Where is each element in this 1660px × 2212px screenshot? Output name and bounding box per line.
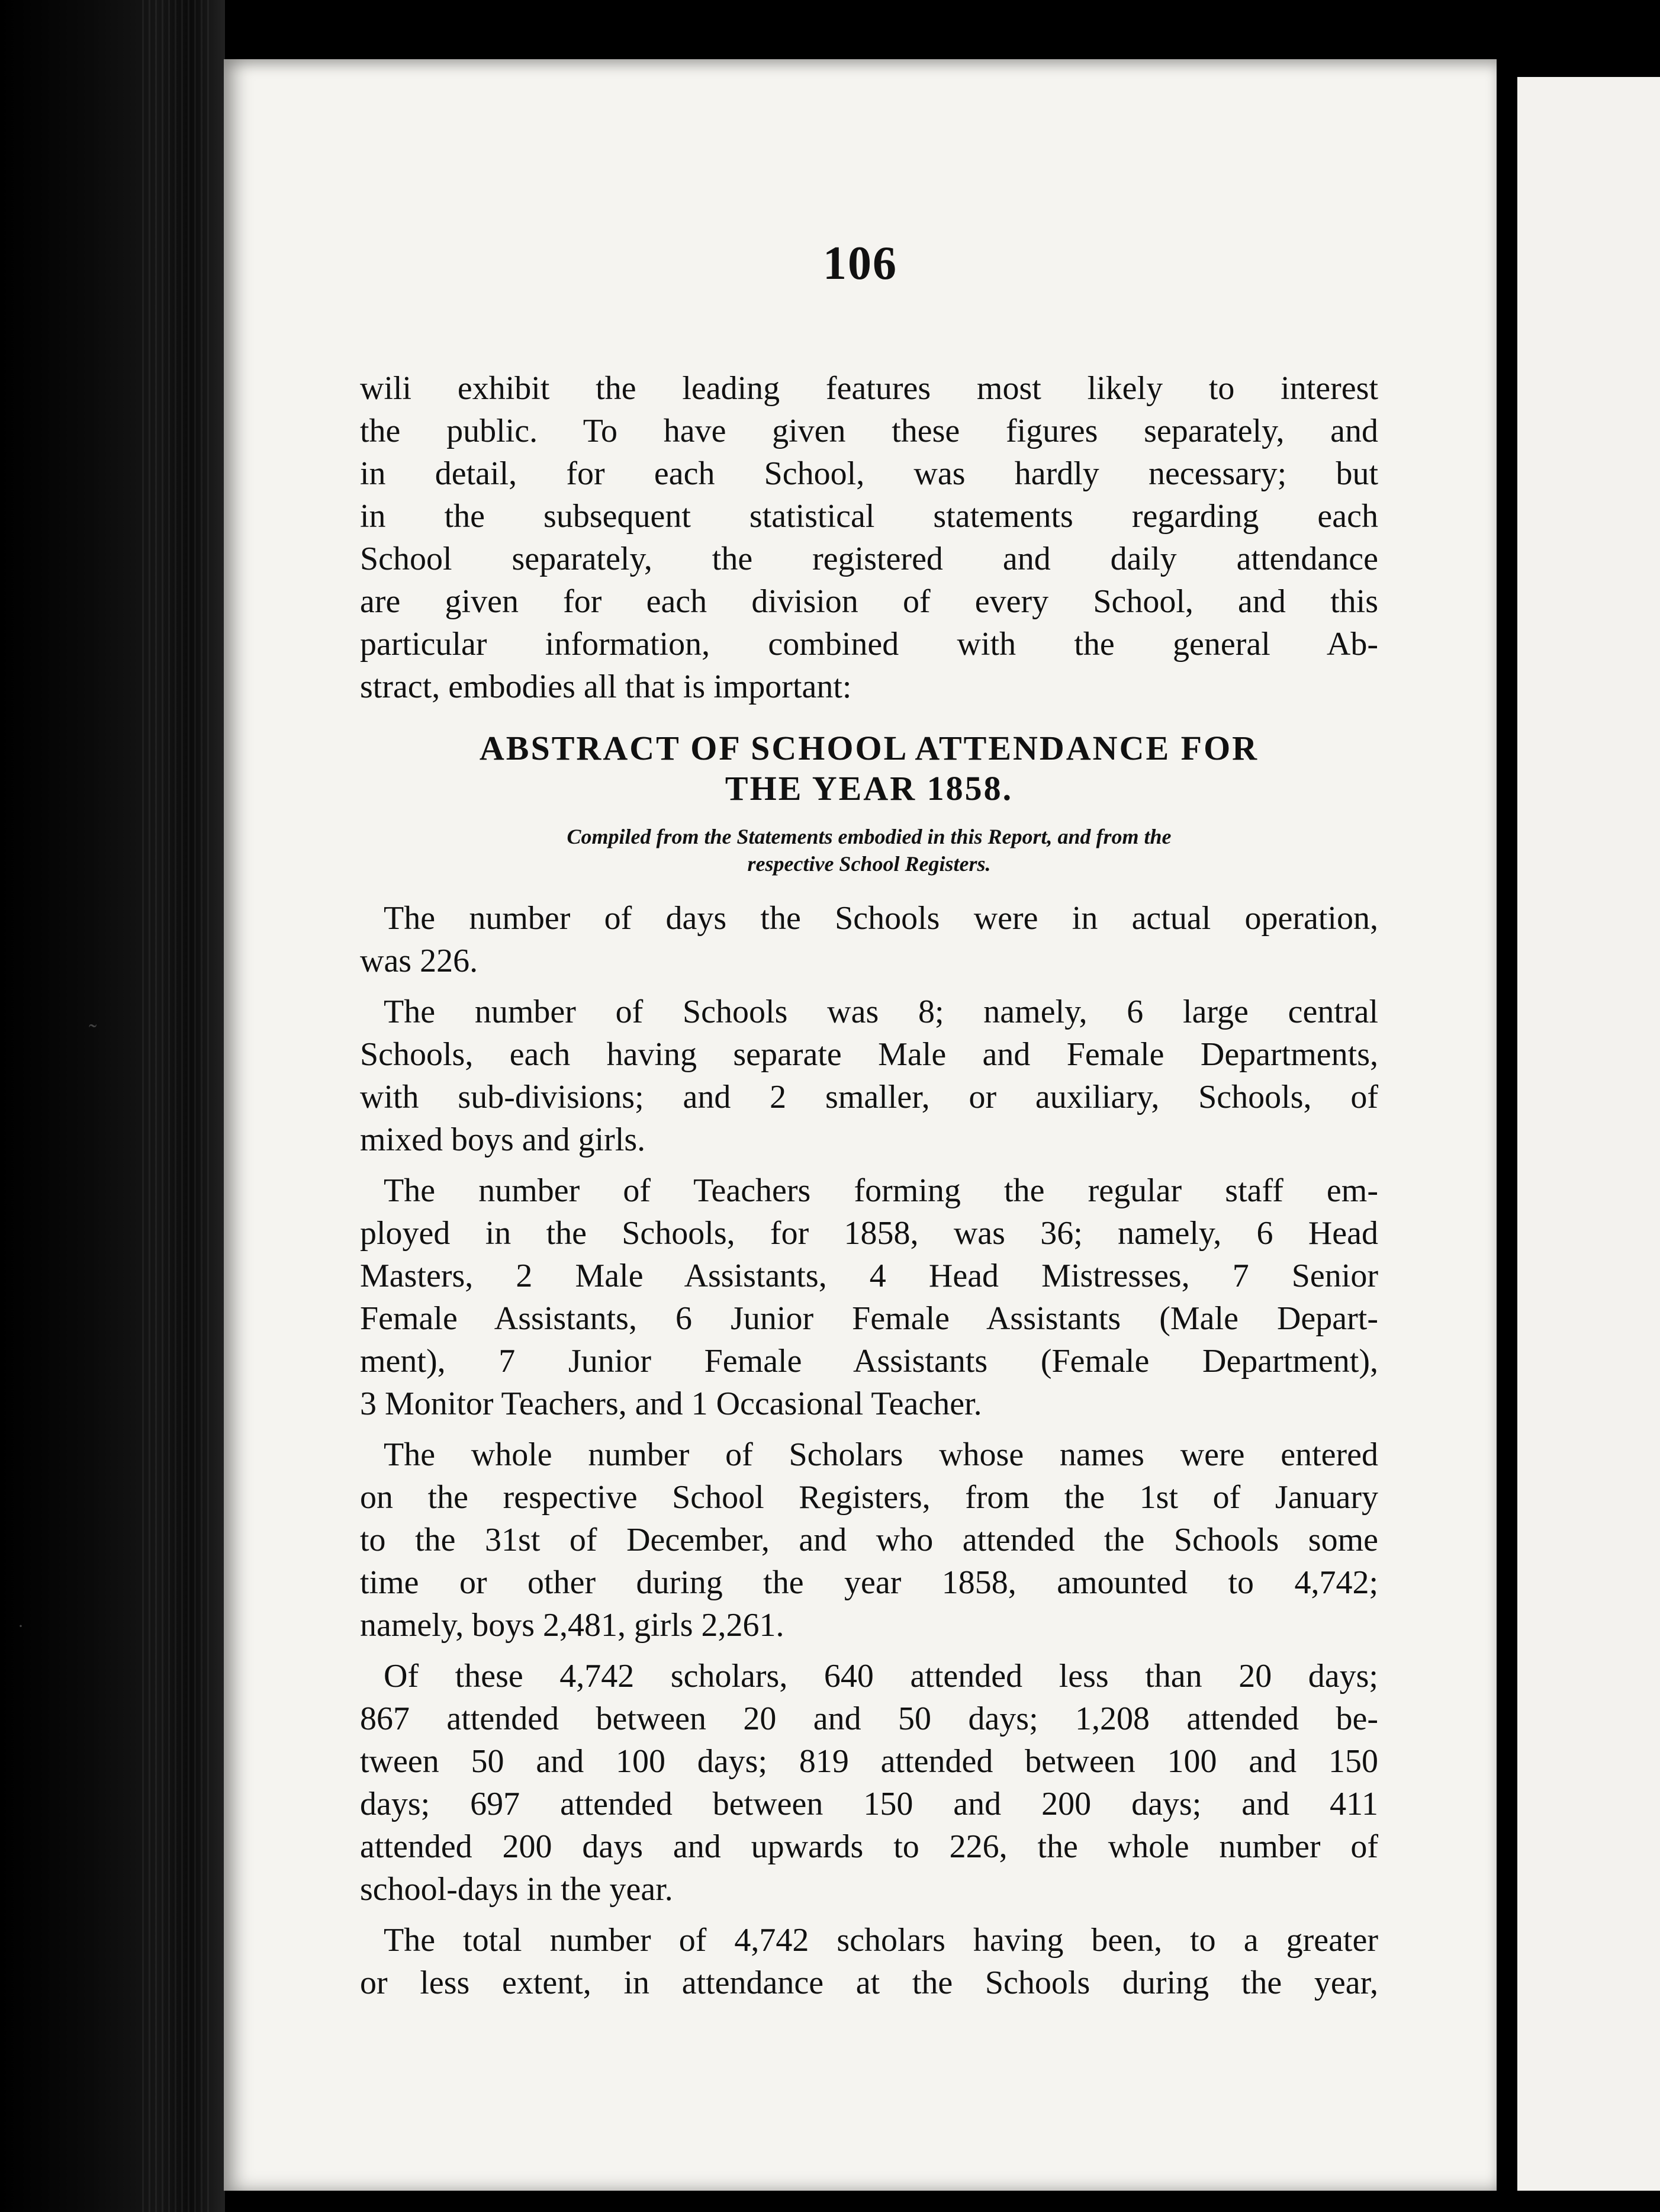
paragraph-schools (360, 991, 1378, 1161)
paragraph-line: on the respective School Registers, from the 1st of January (360, 1479, 1378, 1516)
intro-line: wili exhibit the leading features most likely to interest (360, 370, 1378, 407)
subtitle-line-2: respective School Registers. (747, 852, 991, 876)
paragraph-line: school-days in the year. (360, 1871, 673, 1908)
paragraph-line: mixed boys and girls. (360, 1121, 646, 1158)
adjacent-page-edge (1517, 77, 1660, 2191)
book-page (224, 59, 1497, 2191)
intro-line: particular information, combined with the general Ab- (360, 626, 1378, 663)
book-binding (0, 0, 225, 2212)
paragraph-line: Female Assistants, 6 Junior Female Assistants (Male Depart- (360, 1300, 1378, 1337)
paragraph-line: ployed in the Schools, for 1858, was 36; namely, 6 Head (360, 1215, 1378, 1252)
intro-line: School separately, the registered and daily attendance (360, 541, 1378, 577)
intro-paragraph (360, 367, 1378, 708)
paragraph-line: The total number of 4,742 scholars having been, to a greater (384, 1922, 1378, 1959)
intro-line: in detail, for each School, was hardly necessary; but (360, 455, 1378, 492)
paragraph-line: ment), 7 Junior Female Assistants (Female Department), (360, 1343, 1378, 1380)
paragraph-teachers (360, 1169, 1378, 1425)
paragraph-line: Of these 4,742 scholars, 640 attended less than 20 days; (384, 1658, 1378, 1695)
paragraph-line: 867 attended between 20 and 50 days; 1,208 attended be- (360, 1700, 1378, 1737)
paragraph-line: namely, boys 2,481, girls 2,261. (360, 1607, 784, 1644)
heading-line-2: THE YEAR 1858. (725, 769, 1014, 808)
paragraph-line: Masters, 2 Male Assistants, 4 Head Mistresses, 7 Senior (360, 1258, 1378, 1294)
intro-line: are given for each division of every School, and this (360, 583, 1378, 620)
paragraph-line: was 226. (360, 943, 478, 979)
paragraph-line: The whole number of Scholars whose names were entered (384, 1436, 1378, 1473)
scan-speck: · (18, 1616, 24, 1636)
paragraph-line: The number of Schools was 8; namely, 6 large central (384, 994, 1378, 1030)
subtitle-line-1: Compiled from the Statements embodied in this Report, and from the (567, 825, 1172, 848)
body-text (360, 897, 1378, 2004)
paragraph-scholars (360, 1433, 1378, 1647)
paragraph-attendance-breakdown (360, 1655, 1378, 1911)
abstract-subtitle (360, 823, 1378, 877)
intro-line: in the subsequent statistical statements regarding each (360, 498, 1378, 535)
paragraph-line: Schools, each having separate Male and Female Departments, (360, 1036, 1378, 1073)
paragraph-line: tween 50 and 100 days; 819 attended between 100 and 150 (360, 1743, 1378, 1780)
scan-speck: ˜ (89, 1019, 97, 1046)
heading-line-1: ABSTRACT OF SCHOOL ATTENDANCE FOR (479, 729, 1259, 767)
abstract-heading (360, 728, 1378, 809)
paragraph-days (360, 897, 1378, 982)
paragraph-line: time or other during the year 1858, amounted to 4,742; (360, 1564, 1378, 1601)
paragraph-line: to the 31st of December, and who attended the Schools some (360, 1522, 1378, 1558)
intro-line: stract, embodies all that is important: (360, 668, 852, 705)
paragraph-line: 3 Monitor Teachers, and 1 Occasional Teacher. (360, 1385, 982, 1422)
paragraph-line: The number of Teachers forming the regular staff em- (384, 1172, 1378, 1209)
paragraph-line: or less extent, in attendance at the Schools during the year, (360, 1965, 1378, 2001)
page-gutter (1497, 59, 1517, 2191)
page-number: 106 (823, 237, 897, 290)
paragraph-line: attended 200 days and upwards to 226, the whole number of (360, 1828, 1378, 1865)
intro-line: the public. To have given these figures separately, and (360, 413, 1378, 449)
paragraph-line: with sub-divisions; and 2 smaller, or auxiliary, Schools, of (360, 1079, 1378, 1115)
paragraph-line: days; 697 attended between 150 and 200 days; and 411 (360, 1786, 1378, 1822)
paragraph-total (360, 1919, 1378, 2004)
paragraph-line: The number of days the Schools were in actual operation, (384, 900, 1378, 937)
